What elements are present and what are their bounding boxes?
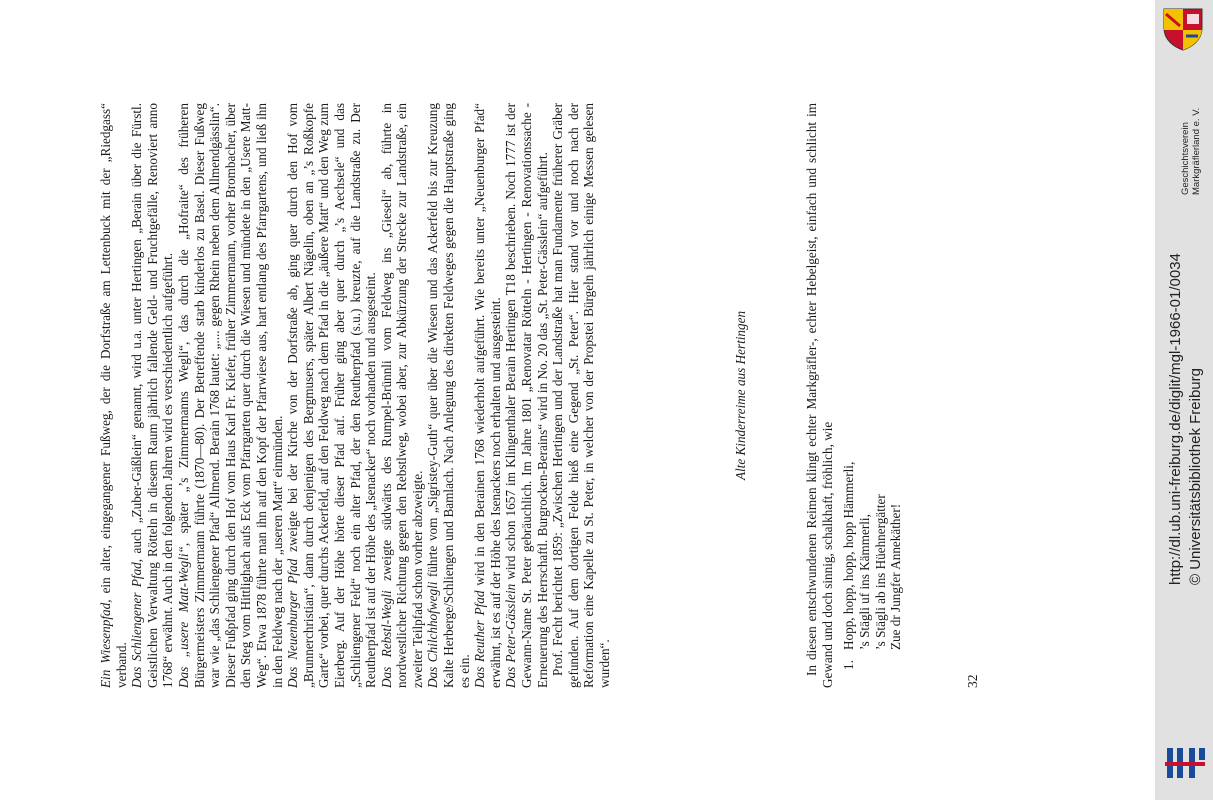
paragraph-usere-matt-wegli: Das „usere Matt-Wegli“, später „’s Zimmermanns Wegli“, das durch die „Hofraite“ des früheren Bürgermeisters Zimmermann führte (1870—80). Der Betreffende starb kinderlos zu Basel. Dieser Fußweg war wie „das Schliengener Pfad“ Allmend. Berain 1768 lautet: „.... gegen Rhein neben dem Allmendgässlin“. Dieser Fußpfad ging durch den Hof vom Haus Karl Fr. Kiefer, früher Zimmermann, vorher Brombacher, über den Steg vom Hittlighach aufs Eck vom Pfarrgarten quer durch die Wiesen und mündete in den „Usere Matt-Weg“. Etwa 1878 führte man ihn auf den Kopf der Pfarrwiese aus, hart entlang des Pfarrgartens, und ließ ihn in den Feldweg nach der „useren Matt“ einmünden.	[175, 103, 285, 688]
university-library-logo-icon	[1163, 744, 1209, 784]
paragraph-peter-gaesslein: Das Peter-Gässlein wird schon 1657 im Klingenthaler Berain Hertingen T18 beschrieben. Noch 1777 ist der Gewann-Name St. Peter gebräuchlich. Im Jahre 1801 „Renovatar Rötteln - Hertingen - Renovationssache - Erneuerung des Herrschaftl. Burgrocken-Berains“ wird in No. 20 das „St. Peter-Gässlein“ aufgeführt.	[503, 103, 550, 688]
paragraph-wiesenpfad: Ein Wiesenpfad, ein alter, eingegangener Fußweg, der die Dorfstraße am Lettenbuck mit der „Riedgass“ verband.	[98, 103, 129, 688]
library-credits	[1166, 25, 1206, 585]
paragraph-rebstl-wegli: Das Rebstl-Wegli zweigte südwärts des Rumpel-Brünnli vom Feldweg ins „Gieseli“ ab, führte in nordwestlicher Richtung gegen den Rebstlweg, wobei aber, zur Abkürzung der Strecke zur Landstraße, ein zweiter Teilpfad schon vorher abzweigte.	[378, 102, 425, 688]
intro-paragraph: In diesen entschwundenen Reimen klingt echter Markgräfler-, echter Hebelgeist, einfach und schlicht im Gewand und doch sinnig, schalkhaft, fröhlich, wie	[804, 103, 835, 688]
paragraph-chilchhofwegli: Das Chilchhofwegli führte vom „Sigristey-Guth“ quer über die Wiesen und das Ackerfeld bis zur Kreuzung Kalte Herberge/Schliengen und Bamlach. Nach Anlegung des direkten Feldweges gegen die Hauptstraße ging es ein.	[425, 103, 472, 688]
rhyme-line: Zue dr Jungfer Annekäther!	[888, 503, 904, 650]
rhyme-line: Hopp, hopp, hopp, hopp Hämmerli,	[841, 461, 857, 650]
society-name: Geschichtsverein Markgräflerland e. V.	[1180, 107, 1202, 195]
paragraph-schliengener-pfad: Das Schliengener Pfad, auch „Zuber-Gäßlein“ genannt, wird u.a. unter Hertingen „Berain über die Fürstl. Geistlichen Verwaltung Rötteln in diesem Raum jährlich fallende Geld- und Fruchtgefälle, Renoviert anno 1768“ erwähnt. Auch in den folgenden Jahren wird es verschiedentlich aufgeführt.	[129, 102, 176, 688]
copyright-notice: © Universitätsbibliothek Freiburg	[1187, 368, 1204, 585]
rhyme-block	[841, 103, 903, 670]
page-number: 32	[965, 674, 980, 688]
rhyme-number: 1.	[841, 660, 857, 670]
page-text	[98, 103, 904, 688]
section-heading: Alte Kinderreime aus Hertingen	[732, 310, 748, 481]
paragraph-neuenburger-pfad: Das Neuenburger Pfad zweigte bei der Kirche von der Dorfstraße ab, ging quer durch den Hof vom „Brunnerchristian“, dann durch denjenigen des Bergmusers, später Albert Nägelin, oben an „’s Roßkopfe Garte“ vorbei, quer durchs Ackerfeld, auf den Feldweg nach dem Pfad in die „äußere Matt“ und den Weg zum Eierberg. Auf der Höhe hörte dieser Pfad auf. Früher ging aber quer durch „’s Aechsele“ und das „Schliengener Feld“ noch ein alter Pfad, der den Reutherpfad (s.u.) kreuzte, auf die Landstraße zu. Der Reutherpfad ist auf der Höhe des „Isenacker“ noch vorhanden und ausgesteint.	[285, 103, 379, 688]
rhyme-line: ’s Stägli ab ins Hüehnergätter	[872, 494, 888, 650]
paragraph-reuther-pfad: Das Reuther Pfad wird in den Berainen 1768 wiederholt aufgeführt. Wie bereits unter „Neuenburger Pfad“ erwähnt, ist es auf der Höhe des Isenackers noch erhalten und ausgesteint.	[472, 103, 503, 688]
source-url[interactable]: http://dl.ub.uni-freiburg.de/diglit/mgl-1966-01/0034	[1167, 253, 1184, 585]
rhyme-line: ’s Stägli uf ins Kämmerli,	[856, 514, 872, 650]
paragraph-fecht-report: Prof. Fecht berichtet 1859: „Zwischen Hertingen und der Landstraße hat man Fundamente früherer Gräber gefunden. Auf dem dortigen Felde hieß eine Gegend „St. Peter“. Hier stand vor und noch nach der Reformation eine Kapelle zu St. Peter, in welcher von der Propstei Bürgeln jährlich einige Messen gelesen wurden“.	[550, 103, 612, 688]
